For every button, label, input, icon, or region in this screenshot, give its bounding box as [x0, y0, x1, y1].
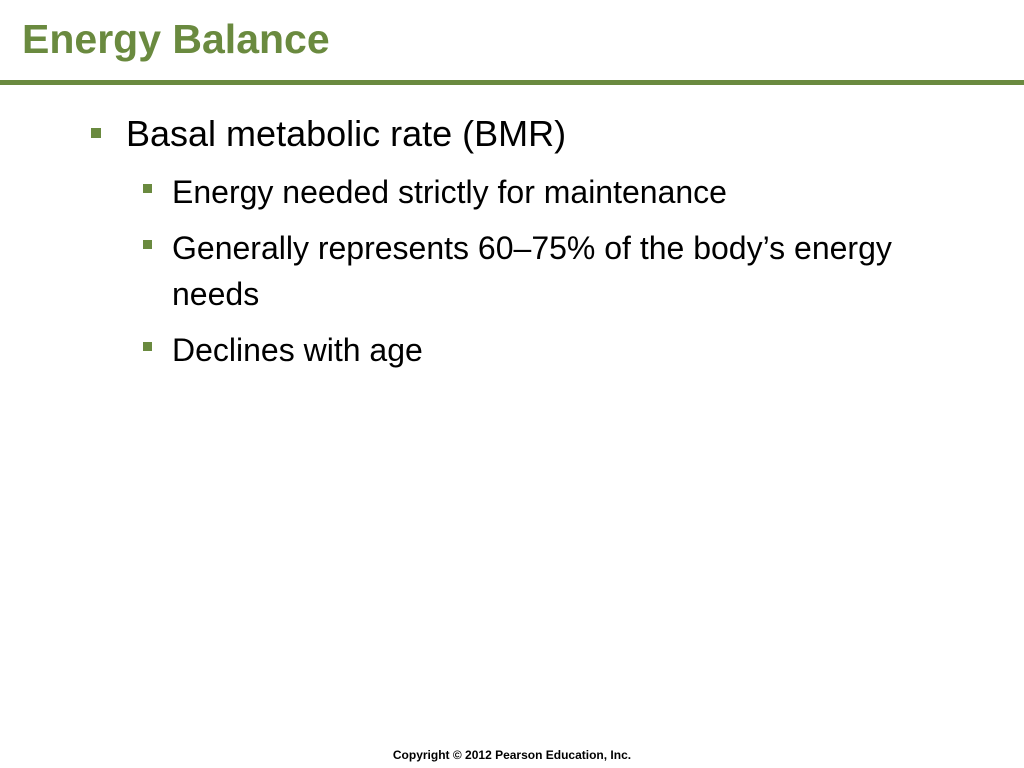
square-bullet-icon	[143, 240, 152, 249]
square-bullet-icon	[143, 342, 152, 351]
bullet-basal-metabolic-rate: Basal metabolic rate (BMR)	[126, 113, 567, 154]
sub-bullet-declines-with-age: Declines with age	[172, 332, 423, 368]
sub-bullet-energy-percentage: Generally represents 60–75% of the body’s energy needs	[172, 230, 892, 312]
square-bullet-icon	[143, 184, 152, 193]
copyright-footer: Copyright © 2012 Pearson Education, Inc.	[392, 748, 632, 762]
title-divider	[0, 80, 1024, 85]
slide-title: Energy Balance	[22, 16, 330, 62]
sub-bullet-maintenance: Energy needed strictly for maintenance	[172, 174, 727, 210]
square-bullet-icon	[91, 128, 101, 138]
